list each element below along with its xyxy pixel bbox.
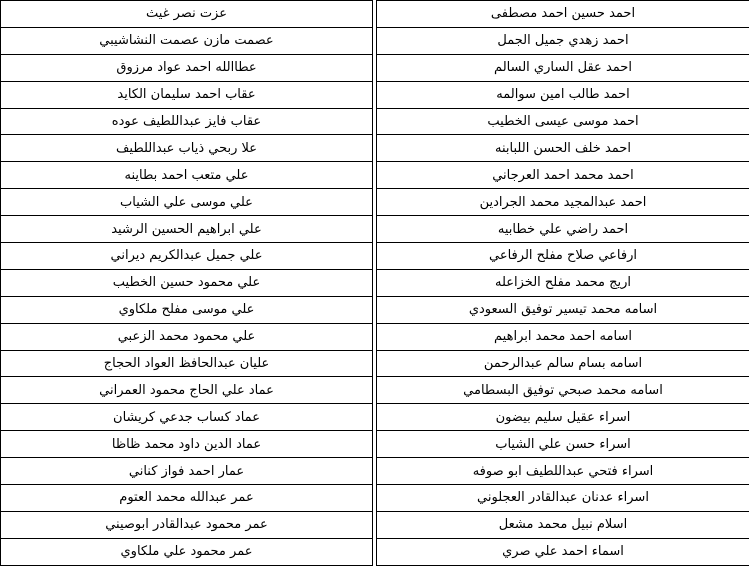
name-cell-right: احمد راضي علي خطابيه	[377, 216, 749, 243]
table-row	[1, 323, 749, 350]
name-cell-left: عمر محمود عبدالقادر ابوصيني	[1, 511, 373, 538]
name-cell-left: علي ابراهيم الحسين الرشيد	[1, 216, 373, 243]
name-cell-right: اسراء حسن علي الشياب	[377, 431, 749, 458]
table-row	[1, 108, 749, 135]
name-cell-left: عطاالله احمد عواد مرزوق	[1, 54, 373, 81]
table-row	[1, 511, 749, 538]
name-cell-right: اسماء احمد علي صري	[377, 538, 749, 565]
name-cell-left: عقاب فايز عبداللطيف عوده	[1, 108, 373, 135]
name-cell-right: احمد طالب امين سوالمه	[377, 81, 749, 108]
names-table-body	[1, 1, 749, 566]
name-cell-left: عقاب احمد سليمان الكايد	[1, 81, 373, 108]
table-row	[1, 216, 749, 243]
table-row	[1, 458, 749, 485]
name-cell-right: اسراء عدنان عبدالقادر العجلوني	[377, 485, 749, 512]
name-cell-right: احمد خلف الحسن اللبابنه	[377, 135, 749, 162]
table-row	[1, 189, 749, 216]
name-cell-left: علي متعب احمد بطاينه	[1, 162, 373, 189]
table-row	[1, 485, 749, 512]
table-row	[1, 404, 749, 431]
name-cell-left: عماد علي الحاج محمود العمراني	[1, 377, 373, 404]
name-cell-right: اريج محمد مفلح الخزاعله	[377, 269, 749, 296]
name-cell-right: اسامه احمد محمد ابراهيم	[377, 323, 749, 350]
name-cell-left: علي جميل عبدالكريم ديراني	[1, 243, 373, 270]
name-cell-right: احمد عقل الساري السالم	[377, 54, 749, 81]
table-row	[1, 377, 749, 404]
name-cell-left: عمر محمود علي ملكاوي	[1, 538, 373, 565]
name-cell-right: احمد زهدي جميل الجمل	[377, 27, 749, 54]
name-cell-right: احمد موسى عيسى الخطيب	[377, 108, 749, 135]
name-cell-right: احمد حسين احمد مصطفى	[377, 1, 749, 28]
name-cell-right: اسامه بسام سالم عبدالرحمن	[377, 350, 749, 377]
name-cell-right: اسامه محمد تيسير توفيق السعودي	[377, 296, 749, 323]
name-cell-right: ارفاعي صلاح مفلح الرفاعي	[377, 243, 749, 270]
table-row	[1, 431, 749, 458]
name-cell-left: علي موسى علي الشياب	[1, 189, 373, 216]
name-cell-left: عمر عبدالله محمد العتوم	[1, 485, 373, 512]
name-cell-left: عليان عبدالحافظ العواد الحجاج	[1, 350, 373, 377]
table-row	[1, 350, 749, 377]
table-row	[1, 269, 749, 296]
table-row	[1, 243, 749, 270]
name-cell-left: عماد كساب جدعي كريشان	[1, 404, 373, 431]
table-row	[1, 81, 749, 108]
name-cell-left: علا ربحي ذياب عبداللطيف	[1, 135, 373, 162]
name-cell-left: علي محمود محمد الزعبي	[1, 323, 373, 350]
table-row	[1, 538, 749, 565]
table-row	[1, 162, 749, 189]
table-row	[1, 296, 749, 323]
name-cell-left: علي محمود حسين الخطيب	[1, 269, 373, 296]
table-row	[1, 1, 749, 28]
name-cell-right: اسلام نبيل محمد مشعل	[377, 511, 749, 538]
name-cell-right: احمد عبدالمجيد محمد الجرادين	[377, 189, 749, 216]
name-cell-right: اسامه محمد صبحي توفيق البسطامي	[377, 377, 749, 404]
name-cell-left: عصمت مازن عصمت النشاشيبي	[1, 27, 373, 54]
table-row	[1, 27, 749, 54]
name-cell-right: اسراء عقيل سليم بيضون	[377, 404, 749, 431]
name-cell-left: علي موسى مفلح ملكاوي	[1, 296, 373, 323]
name-cell-left: عماد الدين داود محمد ظاظا	[1, 431, 373, 458]
name-cell-left: عمار احمد فواز كناني	[1, 458, 373, 485]
table-row	[1, 54, 749, 81]
name-cell-left: عزت نصر غيث	[1, 1, 373, 28]
table-row	[1, 135, 749, 162]
name-cell-right: اسراء فتحي عبداللطيف ابو صوفه	[377, 458, 749, 485]
name-cell-right: احمد محمد احمد العرجاني	[377, 162, 749, 189]
